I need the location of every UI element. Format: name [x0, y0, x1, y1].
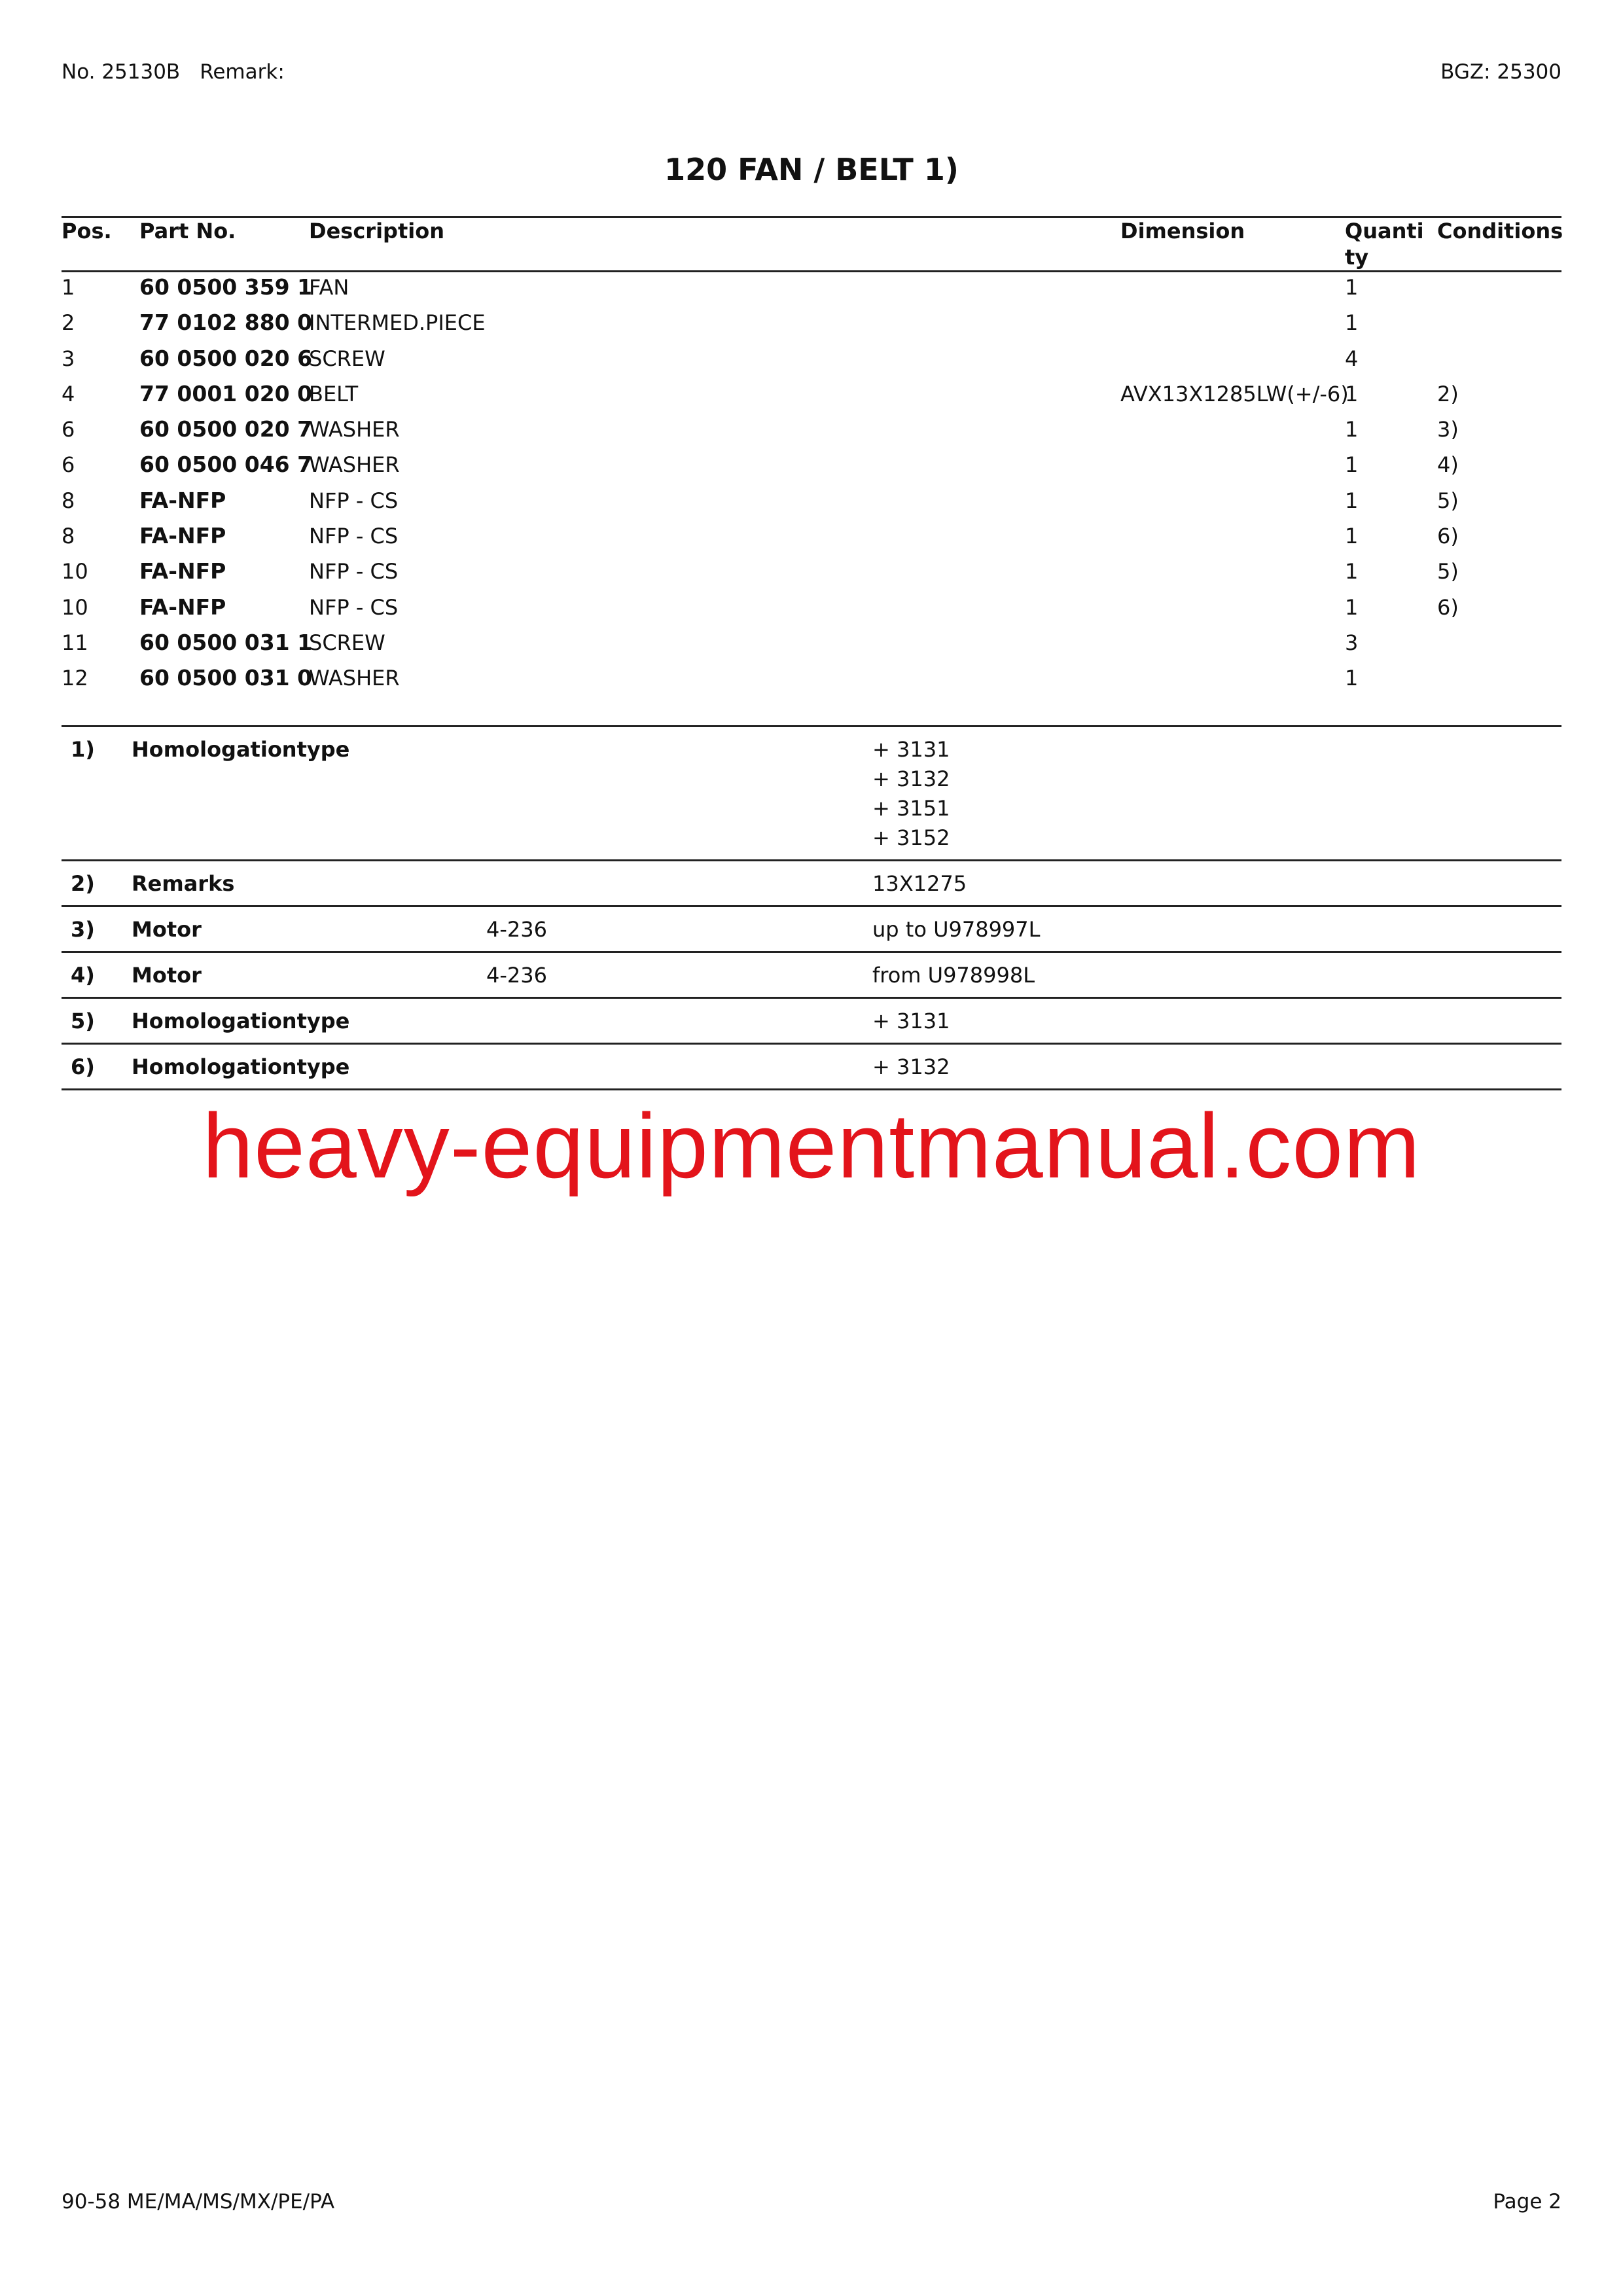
table-row — [62, 594, 1561, 629]
table-row — [62, 380, 1561, 416]
cell-pos: 1 — [62, 275, 75, 300]
cell-condition — [1437, 309, 1561, 344]
cell-part-no: 60 0500 031 1 — [139, 629, 313, 655]
condition-label: Homologationtype — [132, 1044, 486, 1090]
cell-condition — [1437, 345, 1561, 380]
condition-reference — [486, 861, 872, 906]
cell-dimension — [1120, 309, 1345, 344]
condition-values — [872, 952, 1561, 998]
cell-part-no: FA-NFP — [139, 523, 226, 549]
condition-number: 6) — [62, 1044, 132, 1090]
parts-table — [62, 216, 1561, 700]
condition-value: up to U978997L — [872, 917, 1041, 942]
document-number: No. 25130B — [62, 60, 181, 84]
condition-label: Motor — [132, 952, 486, 998]
condition-value: + 3131 — [872, 737, 950, 762]
condition-value: + 3132 — [872, 766, 950, 791]
condition-value: + 3151 — [872, 796, 950, 821]
cell-condition: 5) — [1437, 488, 1459, 513]
column-header-quantity: Quanti ty — [1345, 217, 1437, 272]
column-header-part-no: Part No. — [139, 217, 309, 272]
table-row — [62, 309, 1561, 344]
condition-value: + 3132 — [872, 1054, 950, 1079]
footer-model: 90-58 ME/MA/MS/MX/PE/PA — [62, 2190, 335, 2214]
condition-row — [62, 726, 1561, 861]
cell-quantity: 1 — [1345, 417, 1359, 442]
cell-pos: 3 — [62, 346, 75, 371]
condition-number: 5) — [62, 998, 132, 1044]
watermark-text: heavy-equipmentmanual.com — [202, 1094, 1421, 1197]
condition-number: 3) — [62, 906, 132, 952]
table-row — [62, 416, 1561, 451]
condition-number: 4) — [62, 952, 132, 998]
cell-dimension — [1120, 416, 1345, 451]
cell-condition: 5) — [1437, 559, 1459, 584]
condition-row — [62, 952, 1561, 998]
condition-value: 13X1275 — [872, 871, 967, 896]
conditions-table-body — [62, 726, 1561, 1090]
column-header-conditions: Conditions — [1437, 217, 1561, 272]
table-row — [62, 487, 1561, 522]
cell-part-no: 60 0500 359 1 — [139, 274, 313, 300]
condition-number: 1) — [62, 726, 132, 861]
cell-dimension — [1120, 664, 1345, 700]
cell-part-no: 60 0500 046 7 — [139, 452, 313, 478]
cell-description: SCREW — [309, 346, 385, 371]
condition-values — [872, 726, 1561, 861]
condition-label: Motor — [132, 906, 486, 952]
table-row — [62, 451, 1561, 486]
cell-dimension — [1120, 594, 1345, 629]
table-row — [62, 629, 1561, 664]
cell-quantity: 3 — [1345, 630, 1359, 655]
cell-part-no: 77 0102 880 0 — [139, 310, 313, 336]
cell-condition: 6) — [1437, 524, 1459, 549]
table-row — [62, 345, 1561, 380]
cell-description: WASHER — [309, 452, 400, 478]
cell-condition — [1437, 664, 1561, 700]
cell-condition: 2) — [1437, 381, 1459, 406]
cell-part-no: 60 0500 020 6 — [139, 345, 313, 371]
condition-number: 2) — [62, 861, 132, 906]
cell-pos: 6 — [62, 417, 75, 442]
column-header-dimension: Dimension — [1120, 217, 1345, 272]
cell-condition: 6) — [1437, 594, 1459, 620]
condition-reference — [486, 998, 872, 1044]
cell-dimension — [1120, 272, 1345, 310]
cell-description: BELT — [309, 381, 359, 406]
cell-pos: 10 — [62, 559, 88, 584]
table-row — [62, 558, 1561, 593]
condition-value: from U978998L — [872, 963, 1035, 988]
cell-quantity: 4 — [1345, 346, 1359, 371]
parts-table-body — [62, 272, 1561, 700]
cell-quantity: 1 — [1345, 275, 1359, 300]
cell-part-no: FA-NFP — [139, 487, 226, 513]
table-row — [62, 664, 1561, 700]
condition-values — [872, 906, 1561, 952]
condition-values — [872, 1044, 1561, 1090]
condition-row — [62, 1044, 1561, 1090]
cell-quantity: 1 — [1345, 666, 1359, 691]
cell-pos: 2 — [62, 310, 75, 336]
cell-dimension — [1120, 522, 1345, 558]
page-title: 120 FAN / BELT 1) — [664, 152, 959, 187]
cell-pos: 12 — [62, 666, 88, 691]
condition-reference — [486, 726, 872, 861]
cell-pos: 11 — [62, 630, 88, 655]
condition-value: + 3152 — [872, 825, 950, 850]
cell-dimension — [1120, 345, 1345, 380]
cell-part-no: FA-NFP — [139, 558, 226, 584]
cell-description: SCREW — [309, 630, 385, 655]
cell-description: INTERMED.PIECE — [309, 310, 486, 336]
document-header-left — [62, 60, 285, 84]
table-row — [62, 522, 1561, 558]
cell-quantity: 1 — [1345, 594, 1359, 620]
cell-dimension — [1120, 487, 1345, 522]
column-header-description: Description — [309, 217, 1120, 272]
cell-description: NFP - CS — [309, 559, 399, 584]
cell-part-no: 77 0001 020 0 — [139, 380, 313, 406]
condition-reference: 4-236 — [486, 906, 872, 952]
cell-pos: 6 — [62, 452, 75, 478]
remark-label: Remark: — [200, 60, 285, 84]
cell-description: WASHER — [309, 666, 400, 691]
cell-quantity: 1 — [1345, 524, 1359, 549]
condition-values — [872, 998, 1561, 1044]
condition-row — [62, 998, 1561, 1044]
cell-description: NFP - CS — [309, 594, 399, 620]
cell-description: NFP - CS — [309, 524, 399, 549]
cell-quantity: 1 — [1345, 452, 1359, 478]
cell-quantity: 1 — [1345, 310, 1359, 336]
cell-dimension — [1120, 558, 1345, 593]
cell-quantity: 1 — [1345, 381, 1359, 406]
cell-condition: 4) — [1437, 452, 1459, 478]
condition-label: Homologationtype — [132, 998, 486, 1044]
condition-value: + 3131 — [872, 1009, 950, 1033]
table-row — [62, 272, 1561, 310]
bgz-number: BGZ: 25300 — [1440, 60, 1561, 84]
cell-dimension: AVX13X1285LW(+/-6) — [1120, 381, 1349, 406]
condition-reference: 4-236 — [486, 952, 872, 998]
parts-table-header — [62, 217, 1561, 272]
cell-quantity: 1 — [1345, 559, 1359, 584]
cell-dimension — [1120, 451, 1345, 486]
conditions-table — [62, 725, 1561, 1090]
cell-condition — [1437, 629, 1561, 664]
cell-description: WASHER — [309, 417, 400, 442]
cell-pos: 4 — [62, 381, 75, 406]
cell-quantity: 1 — [1345, 488, 1359, 513]
condition-row — [62, 906, 1561, 952]
cell-dimension — [1120, 629, 1345, 664]
cell-condition: 3) — [1437, 417, 1459, 442]
cell-part-no: 60 0500 031 0 — [139, 665, 313, 691]
cell-pos: 10 — [62, 594, 88, 620]
cell-description: FAN — [309, 275, 349, 300]
cell-pos: 8 — [62, 488, 75, 513]
footer-page-number: Page 2 — [1493, 2190, 1561, 2214]
cell-part-no: 60 0500 020 7 — [139, 416, 313, 442]
condition-label: Remarks — [132, 861, 486, 906]
cell-condition — [1437, 272, 1561, 310]
cell-part-no: FA-NFP — [139, 594, 226, 620]
condition-label: Homologationtype — [132, 726, 486, 861]
cell-pos: 8 — [62, 524, 75, 549]
condition-values — [872, 861, 1561, 906]
cell-description: NFP - CS — [309, 488, 399, 513]
condition-row — [62, 861, 1561, 906]
condition-reference — [486, 1044, 872, 1090]
column-header-pos: Pos. — [62, 217, 139, 272]
